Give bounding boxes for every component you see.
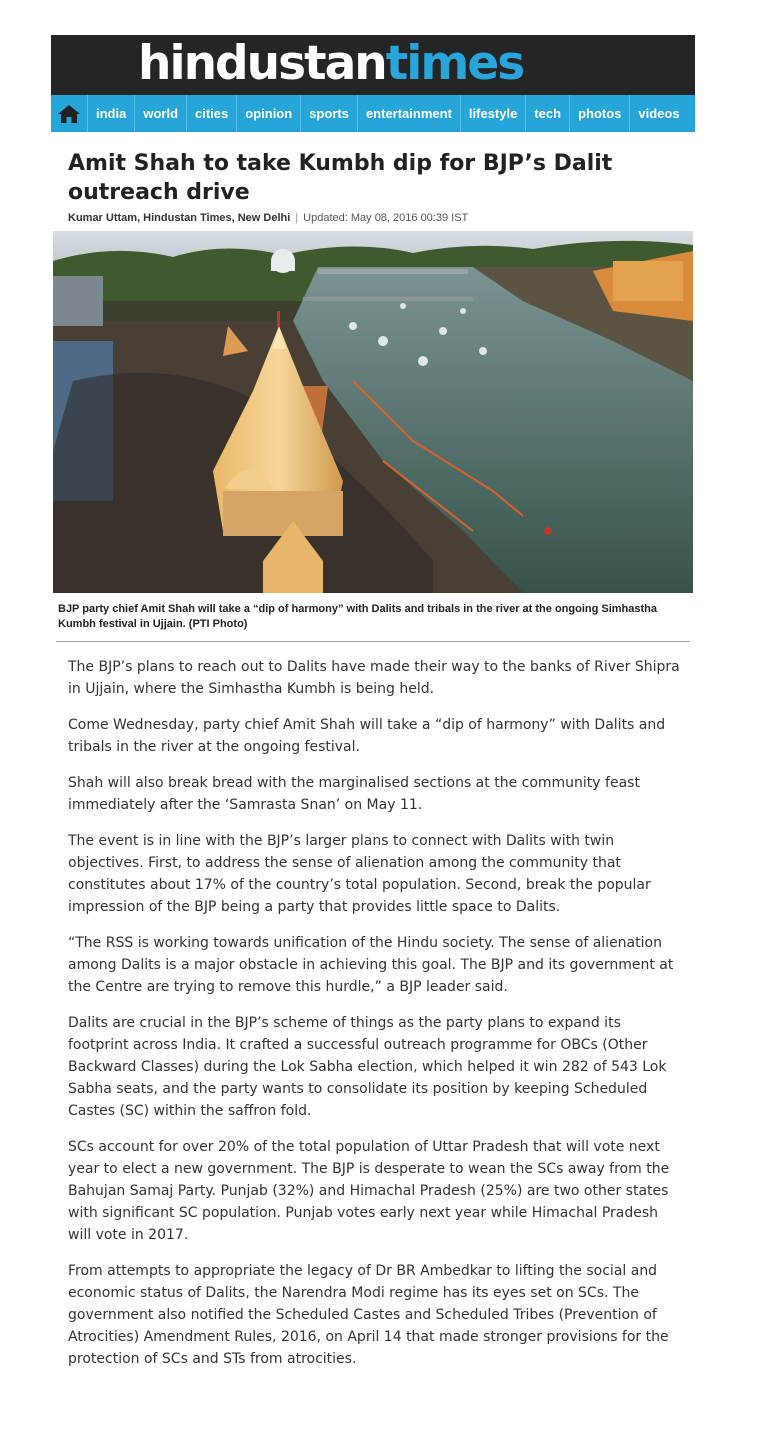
caption-divider (56, 641, 690, 642)
nav-item-sports[interactable]: sports (301, 95, 358, 132)
nav-item-entertainment[interactable]: entertainment (358, 95, 461, 132)
nav-item-photos[interactable]: photos (570, 95, 630, 132)
article-paragraph: SCs account for over 20% of the total population of Uttar Pradesh that will vote next year to elect a new government. The BJP is desperate to wean the SCs away from the Bahujan Samaj Party. Punjab (32%) and Himachal Pradesh (25%) are two other states with significant SC population. Punjab votes early next year while Himachal Pradesh will vote in 2017. (68, 1139, 670, 1243)
site-header (51, 35, 695, 95)
author-name[interactable]: Kumar Uttam, Hindustan Times, New Delhi (68, 212, 291, 224)
nav-item-india[interactable]: india (88, 95, 135, 132)
nav-item-opinion[interactable]: opinion (237, 95, 301, 132)
article-photo (53, 231, 693, 593)
photo-caption: BJP party chief Amit Shah will take a “dip of harmony” with Dalits and tribals in the river at the ongoing Simhastha Kumbh festival in Ujjain. (PTI Photo) (58, 603, 657, 630)
site-logo[interactable] (138, 35, 523, 95)
article-paragraph: The event is in line with the BJP’s larger plans to connect with Dalits with twin objectives. First, to address the sense of alienation among the community that constitutes about 17% of the country’s total population. Second, break the popular impression of the BJP being a party that provides little space to Dalits. (68, 833, 651, 915)
logo-text-times: times (385, 36, 524, 91)
main-nav (51, 95, 695, 132)
home-icon (57, 104, 81, 124)
nav-item-tech[interactable]: tech (526, 95, 570, 132)
nav-item-videos[interactable]: videos (638, 106, 680, 121)
nav-item-world[interactable]: world (135, 95, 187, 132)
nav-home[interactable] (51, 95, 88, 132)
kumbh-river-photo (53, 231, 693, 593)
article-paragraph: The BJP’s plans to reach out to Dalits have made their way to the banks of River Shipra in Ujjain, where the Simhastha Kumbh is being held. (68, 659, 680, 697)
article-headline: Amit Shah to take Kumbh dip for BJP’s Dalit outreach drive (68, 151, 613, 205)
article-body (68, 656, 680, 1384)
article-paragraph: “The RSS is working towards unification of the Hindu society. The sense of alienation among Dalits is a major obstacle in achieving this goal. The BJP and its government at the Centre are trying to remove this hurdle,” a BJP leader said. (68, 935, 674, 995)
updated-timestamp: Updated: May 08, 2016 00:39 IST (303, 212, 469, 224)
nav-item-lifestyle[interactable]: lifestyle (461, 95, 526, 132)
article-paragraph: Dalits are crucial in the BJP’s scheme of things as the party plans to expand its footprint across India. It crafted a successful outreach programme for OBCs (Other Backward Classes) during the Lok Sabha election, which helped it win 282 of 543 Lok Sabha seats, and the party wants to consolidate its position by keeping Scheduled Castes (SC) within the saffron fold. (68, 1015, 667, 1119)
article-paragraph: From attempts to appropriate the legacy of Dr BR Ambedkar to lifting the social and economic status of Dalits, the Narendra Modi regime has its eyes set on SCs. The government also notified the Scheduled Castes and Scheduled Tribes (Prevention of Atrocities) Amendment Rules, 2016, on April 14 that made stronger provisions for the protection of SCs and STs from atrocities. (68, 1263, 669, 1367)
article-byline (68, 212, 468, 224)
article-paragraph: Come Wednesday, party chief Amit Shah will take a “dip of harmony” with Dalits and tribals in the river at the ongoing festival. (68, 717, 666, 755)
logo-text-hindustan: hindustan (138, 36, 386, 91)
nav-item-cities[interactable]: cities (187, 95, 237, 132)
article-paragraph: Shah will also break bread with the marginalised sections at the community feast immediately after the ‘Samrasta Snan’ on May 11. (68, 775, 640, 813)
byline-separator: | (295, 212, 299, 224)
